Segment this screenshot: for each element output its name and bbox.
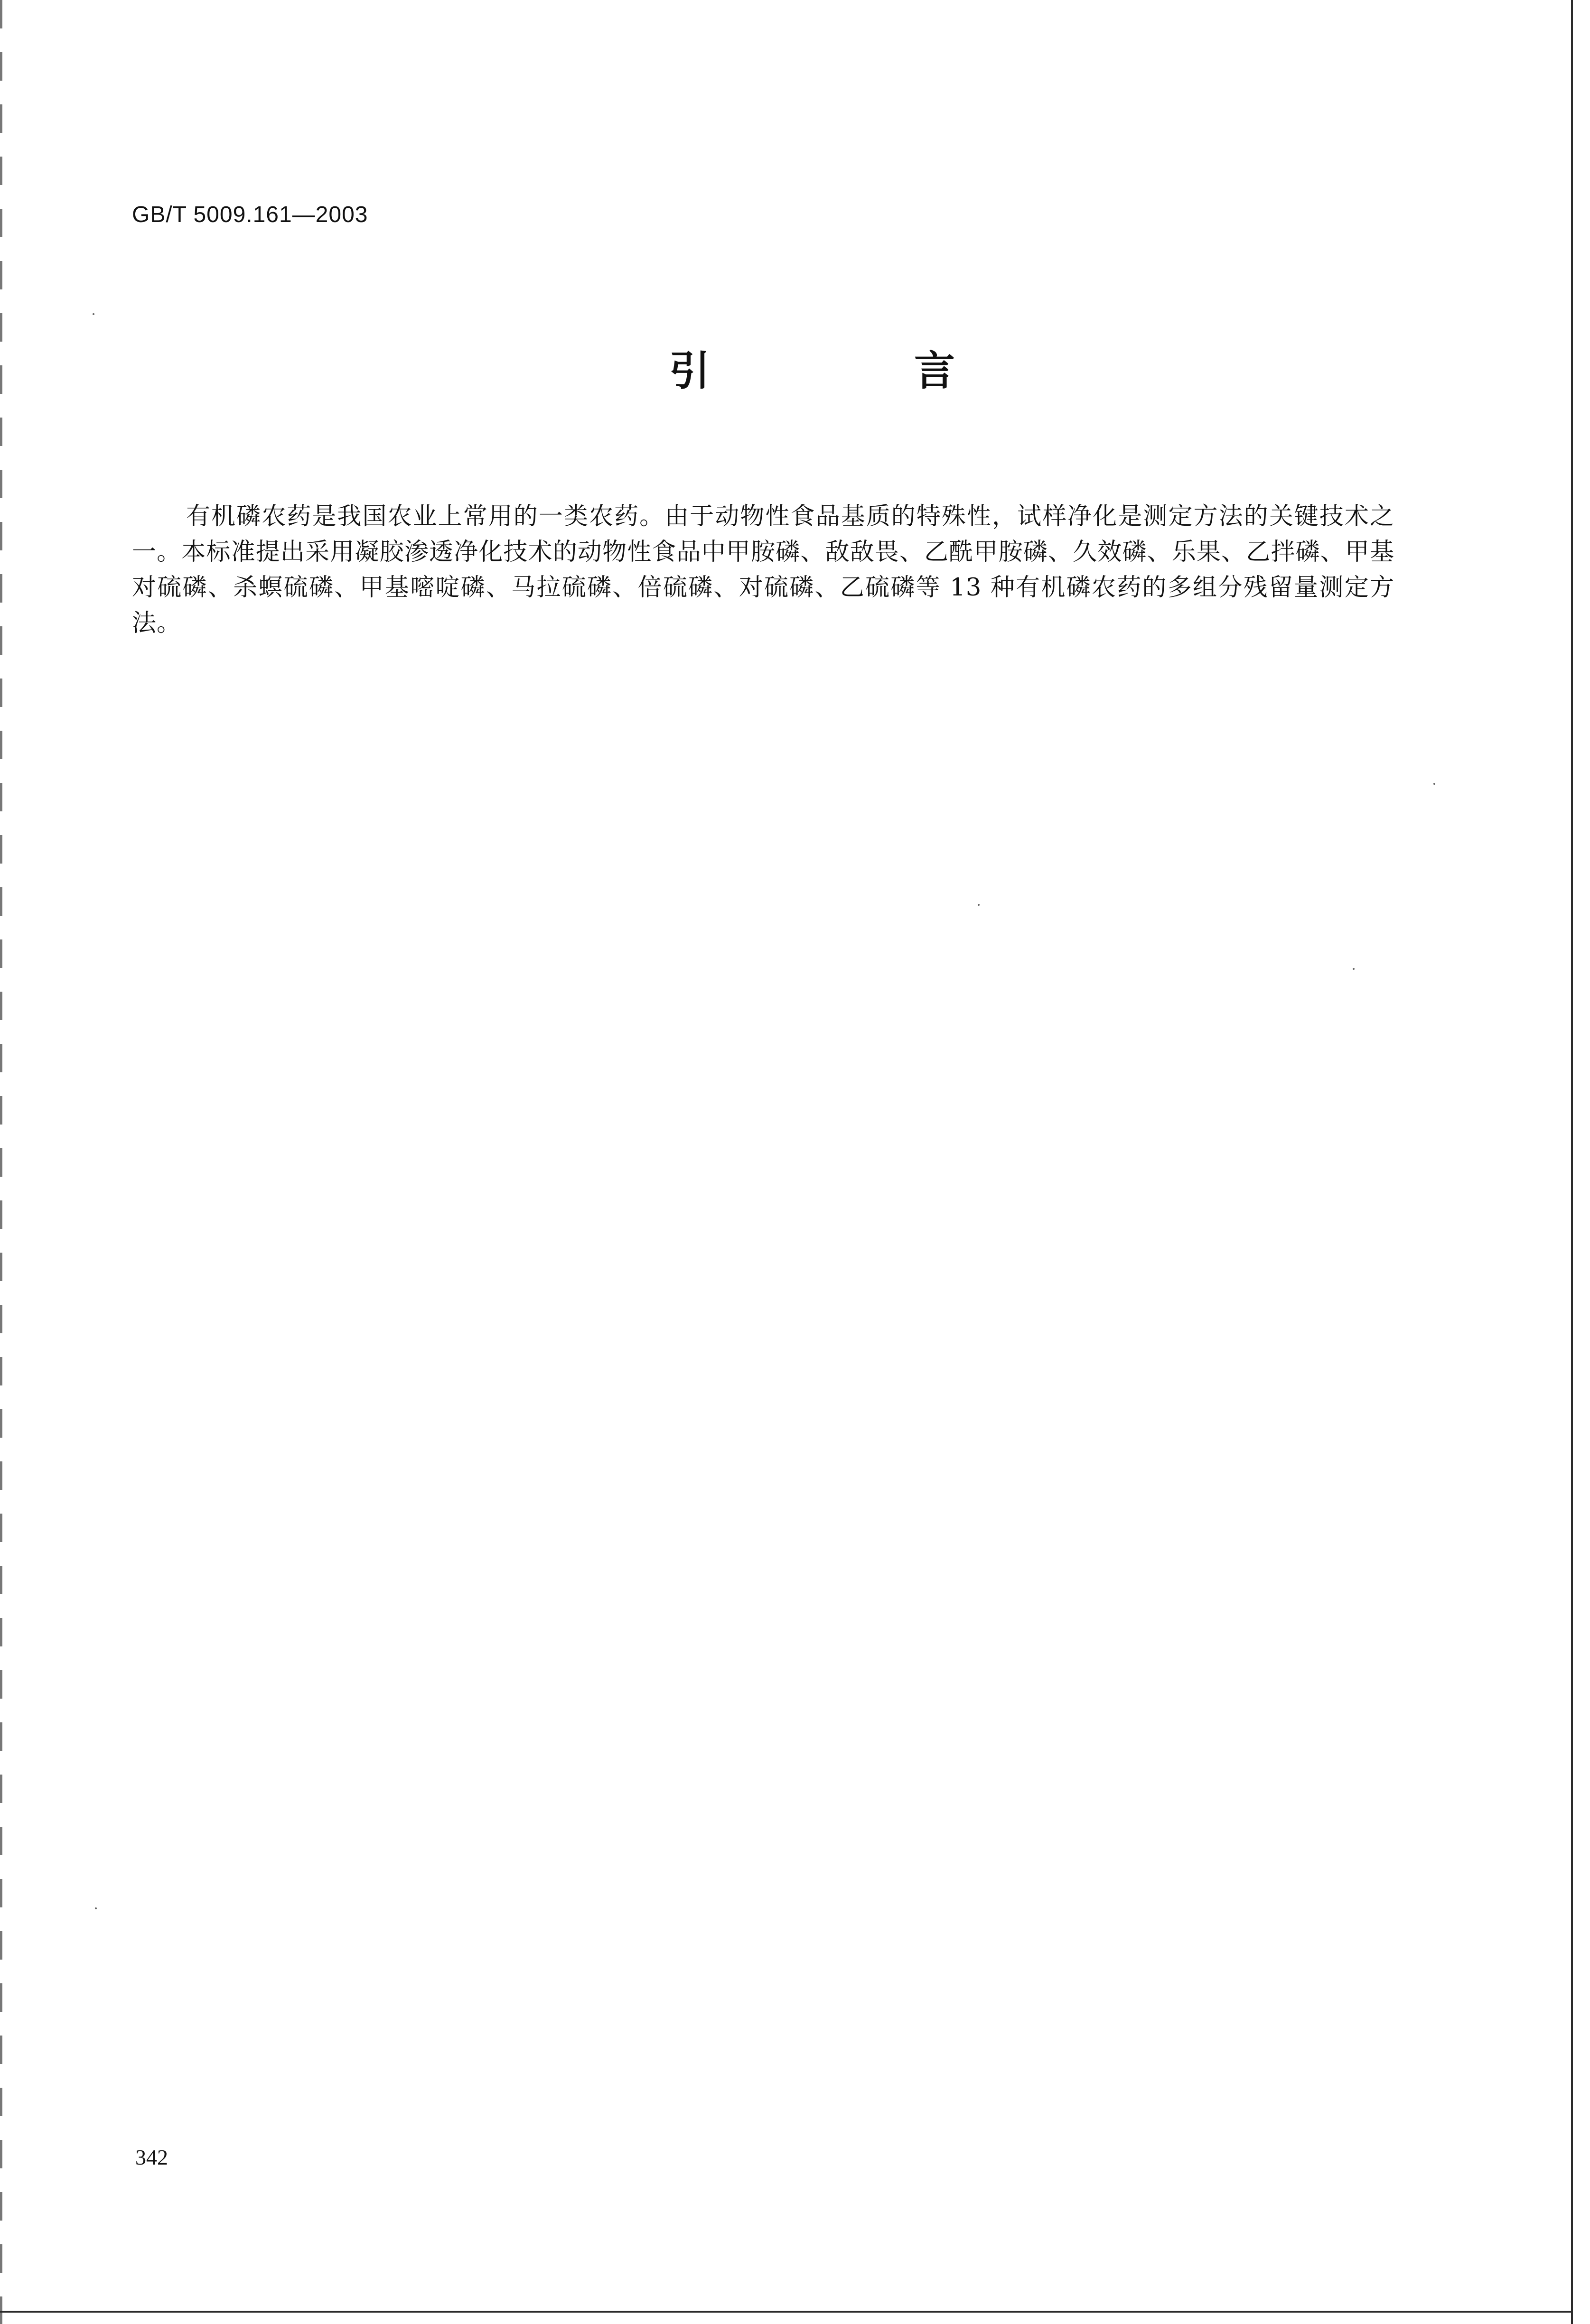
page-title: 引 言 [669,347,1050,395]
scan-speck [1433,783,1435,785]
scan-bottom-edge [0,2311,1571,2313]
standard-code: GB/T 5009.161—2003 [132,202,368,227]
scan-speck [1353,968,1355,970]
scan-left-edge [0,0,2,2324]
scan-speck [95,1907,97,1909]
page-number: 342 [135,2145,168,2169]
scan-speck [978,904,980,906]
body-paragraph: 有机磷农药是我国农业上常用的一类农药。由于动物性食品基质的特殊性，试样净化是测定方法的关键技术之一。本标准提出采用凝胶渗透净化技术的动物性食品中甲胺磷、敌敌畏、乙酰甲胺磷、久效磷、乐果、乙拌磷、甲基对硫磷、杀螟硫磷、甲基嘧啶磷、马拉硫磷、倍硫磷、对硫磷、乙硫磷等 13 种有机磷农药的多组分残留量测定方法。 [132,502,1394,637]
scan-right-edge [1571,0,1573,2324]
scan-speck [93,313,94,315]
